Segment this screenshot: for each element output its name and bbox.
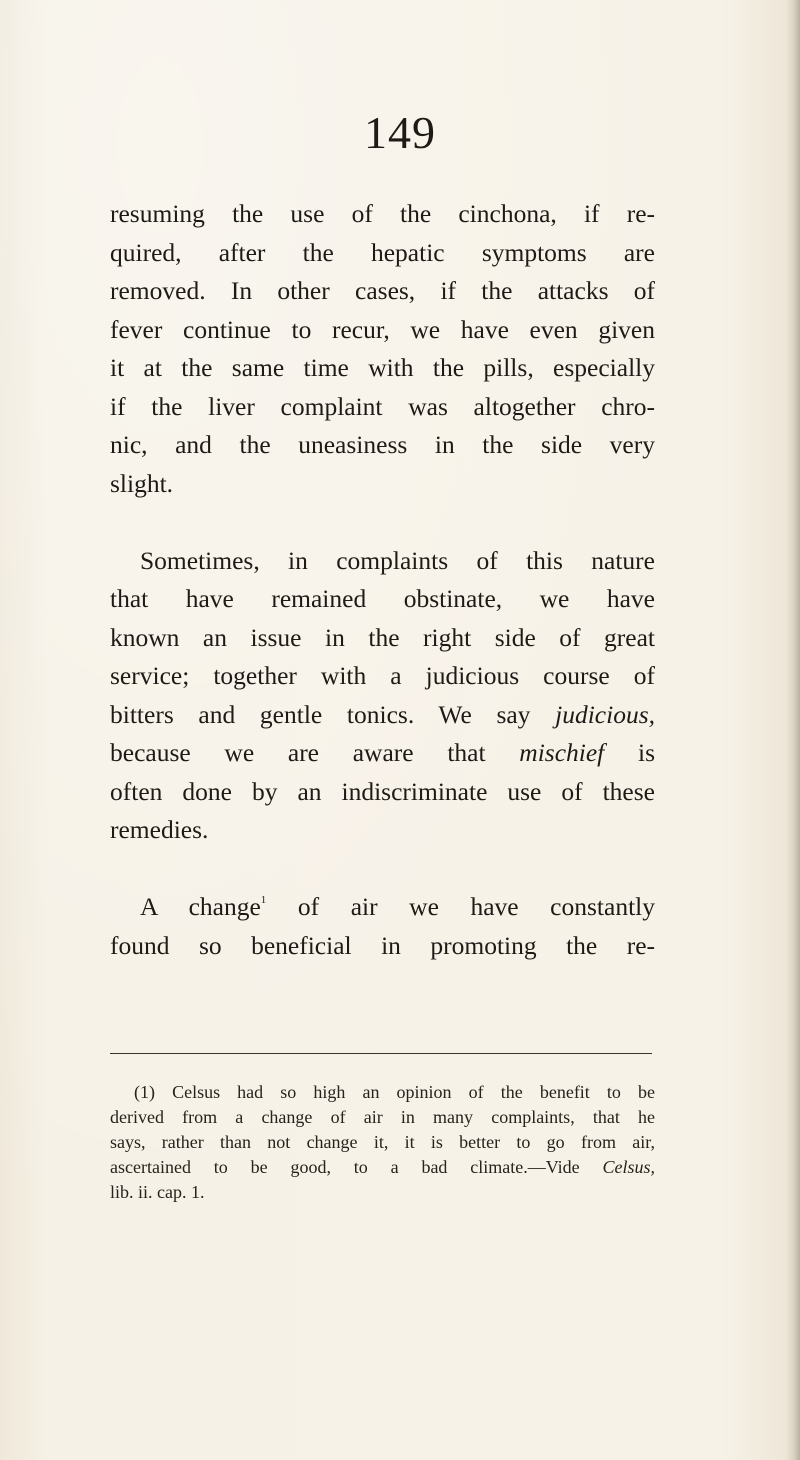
text-segment: is — [604, 738, 655, 767]
italic-word-judicious: judicious, — [555, 699, 655, 729]
text-line: fever continue to recur, we have even given — [110, 314, 655, 344]
text-line: slight. — [110, 468, 174, 498]
text-line: known an issue in the right side of great — [110, 622, 655, 652]
footnote — [110, 1080, 655, 1205]
text-line: service; together with a judicious course of — [110, 661, 655, 690]
footnote-line — [110, 1155, 655, 1180]
body-text — [110, 195, 655, 1004]
paragraph-1 — [110, 195, 655, 503]
text-line: nic, and the uneasiness in the side very — [110, 430, 655, 459]
text-line: often done by an indiscriminate use of these — [110, 776, 655, 806]
text-line: quired, after the hepatic symptoms are — [110, 237, 655, 267]
text-line — [110, 734, 655, 773]
italic-word-celsus: Celsus, — [602, 1157, 655, 1177]
paragraph-2 — [110, 542, 655, 850]
text-line — [110, 696, 655, 735]
text-line: found so beneficial in promoting the re- — [110, 930, 655, 960]
text-segment: of air we have constantly — [266, 892, 655, 921]
text-line: if the liver complaint was altogether chro- — [110, 391, 655, 421]
footnote-reference: 1 — [260, 894, 267, 906]
text-segment: because we are aware that — [110, 738, 520, 767]
footnote-rule — [110, 1053, 652, 1054]
italic-word-mischief: mischief — [519, 738, 605, 767]
text-segment: bitters and gentle tonics. We say — [110, 699, 556, 729]
text-segment: A change — [140, 892, 261, 921]
text-line: removed. In other cases, if the attacks of — [110, 276, 655, 305]
page-edge-shadow — [786, 0, 800, 1460]
footnote-line: says, rather than not change it, it is better to go from air, — [110, 1132, 655, 1152]
text-line: Sometimes, in complaints of this nature — [140, 545, 655, 575]
text-line: remedies. — [110, 815, 209, 844]
text-line — [110, 888, 655, 927]
footnote-line: lib. ii. cap. 1. — [110, 1182, 205, 1202]
text-segment: ascertained to be good, to a bad climate.—Vide — [110, 1157, 603, 1177]
text-line: it at the same time with the pills, especially — [110, 353, 655, 382]
text-line: that have remained obstinate, we have — [110, 584, 655, 613]
page-number: 149 — [364, 107, 436, 158]
paragraph-3 — [110, 888, 655, 965]
footnote-line: (1) Celsus had so high an opinion of the benefit to be — [134, 1082, 655, 1102]
footnote-line: derived from a change of air in many complaints, that he — [110, 1107, 655, 1127]
text-line: resuming the use of the cinchona, if re- — [110, 199, 655, 228]
